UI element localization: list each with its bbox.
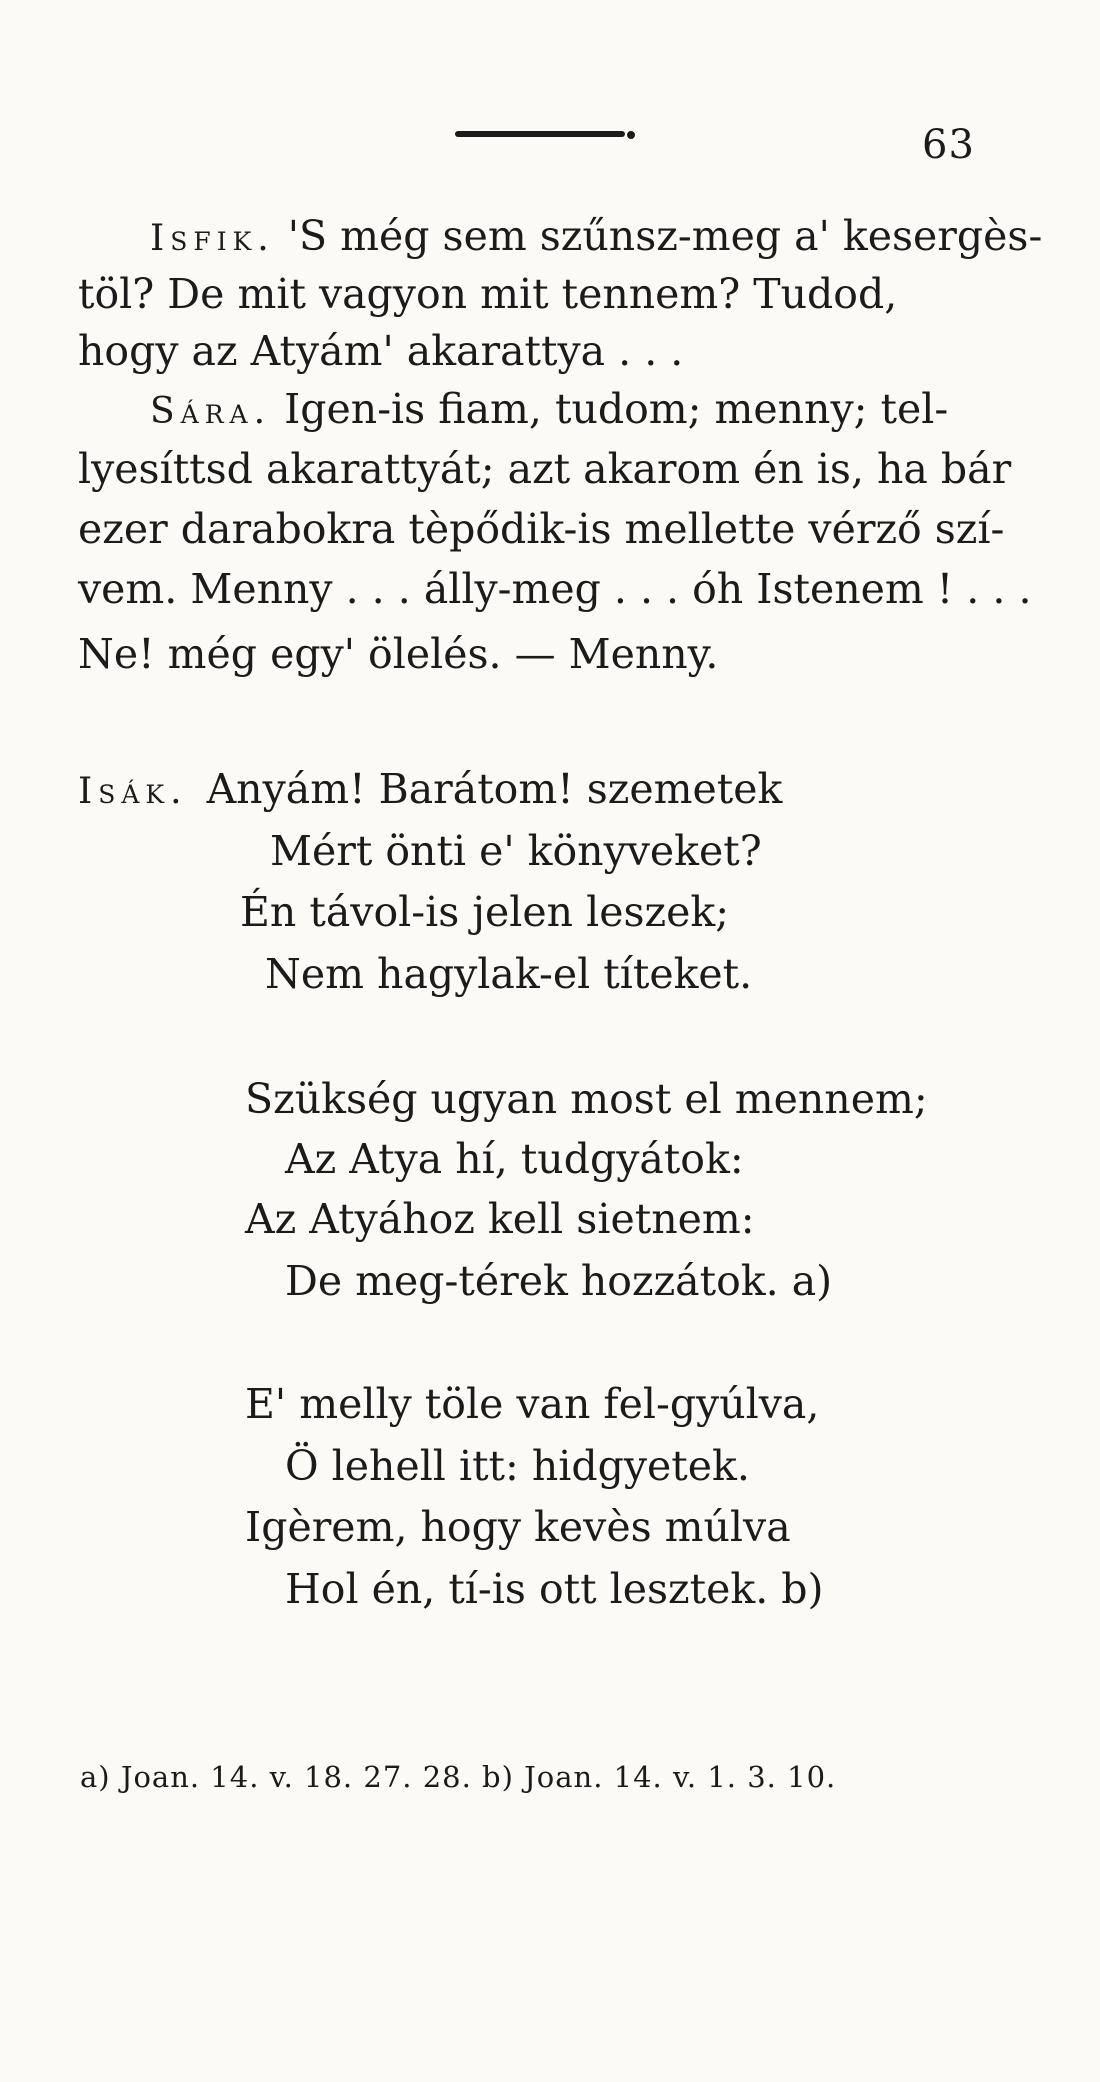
prose-text: lyesíttsd akarattyát; azt akarom én is, ha bár	[78, 445, 1012, 493]
prose-line	[150, 207, 1042, 268]
verse-line: De meg-térek hozzátok. a)	[285, 1257, 833, 1305]
prose-line	[78, 322, 683, 380]
verse-line	[78, 760, 782, 821]
prose-text: hogy az Atyám' akarattya . . .	[78, 327, 684, 375]
verse-line: Én távol-is jelen leszek;	[240, 888, 730, 936]
page-number: 63	[922, 122, 975, 168]
prose-text: Igen-is fiam, tudom; menny; tel-	[271, 385, 949, 433]
prose-text: töl? De mit vagyon mit tennem? Tudod,	[78, 270, 898, 318]
prose-text: 'S még sem szűnsz-meg a' kesergès-	[274, 212, 1043, 260]
verse-line: Hol én, tí-is ott lesztek. b)	[285, 1565, 824, 1613]
verse-line: Az Atya hí, tudgyátok:	[285, 1135, 744, 1183]
prose-line	[78, 560, 1031, 618]
speaker-name: Isák.	[78, 771, 188, 812]
footnotes: a) Joan. 14. v. 18. 27. 28. b) Joan. 14. v. 1. 3. 10.	[80, 1760, 837, 1794]
prose-text: ezer darabokra tèpődik-is mellette vérző szí-	[78, 505, 1005, 553]
header-rule	[455, 131, 625, 137]
prose-text: vem. Menny . . . álly-meg . . . óh Istenem ! . . .	[78, 565, 1032, 613]
verse-line: Az Atyához kell sietnem:	[245, 1195, 755, 1243]
verse-line: Mért önti e' könyveket?	[270, 827, 762, 875]
verse-line: Ö lehell itt: hidgyetek.	[285, 1442, 750, 1490]
prose-line	[78, 265, 897, 323]
speaker-name: Sára.	[150, 391, 272, 432]
verse-line: Igèrem, hogy kevès múlva	[245, 1503, 791, 1551]
prose-line	[78, 500, 1004, 558]
verse-line: Nem hagylak-el títeket.	[265, 950, 753, 998]
verse-text: Anyám! Barátom! szemetek	[206, 765, 783, 813]
prose-line	[78, 625, 718, 683]
prose-text: Ne! még egy' ölelés. — Menny.	[78, 630, 719, 678]
speaker-name: Isfik.	[150, 218, 275, 259]
prose-line	[78, 440, 1011, 498]
prose-line	[150, 380, 948, 441]
verse-line: E' melly töle van fel-gyúlva,	[245, 1380, 820, 1428]
verse-line: Szükség ugyan most el mennem;	[245, 1075, 928, 1123]
